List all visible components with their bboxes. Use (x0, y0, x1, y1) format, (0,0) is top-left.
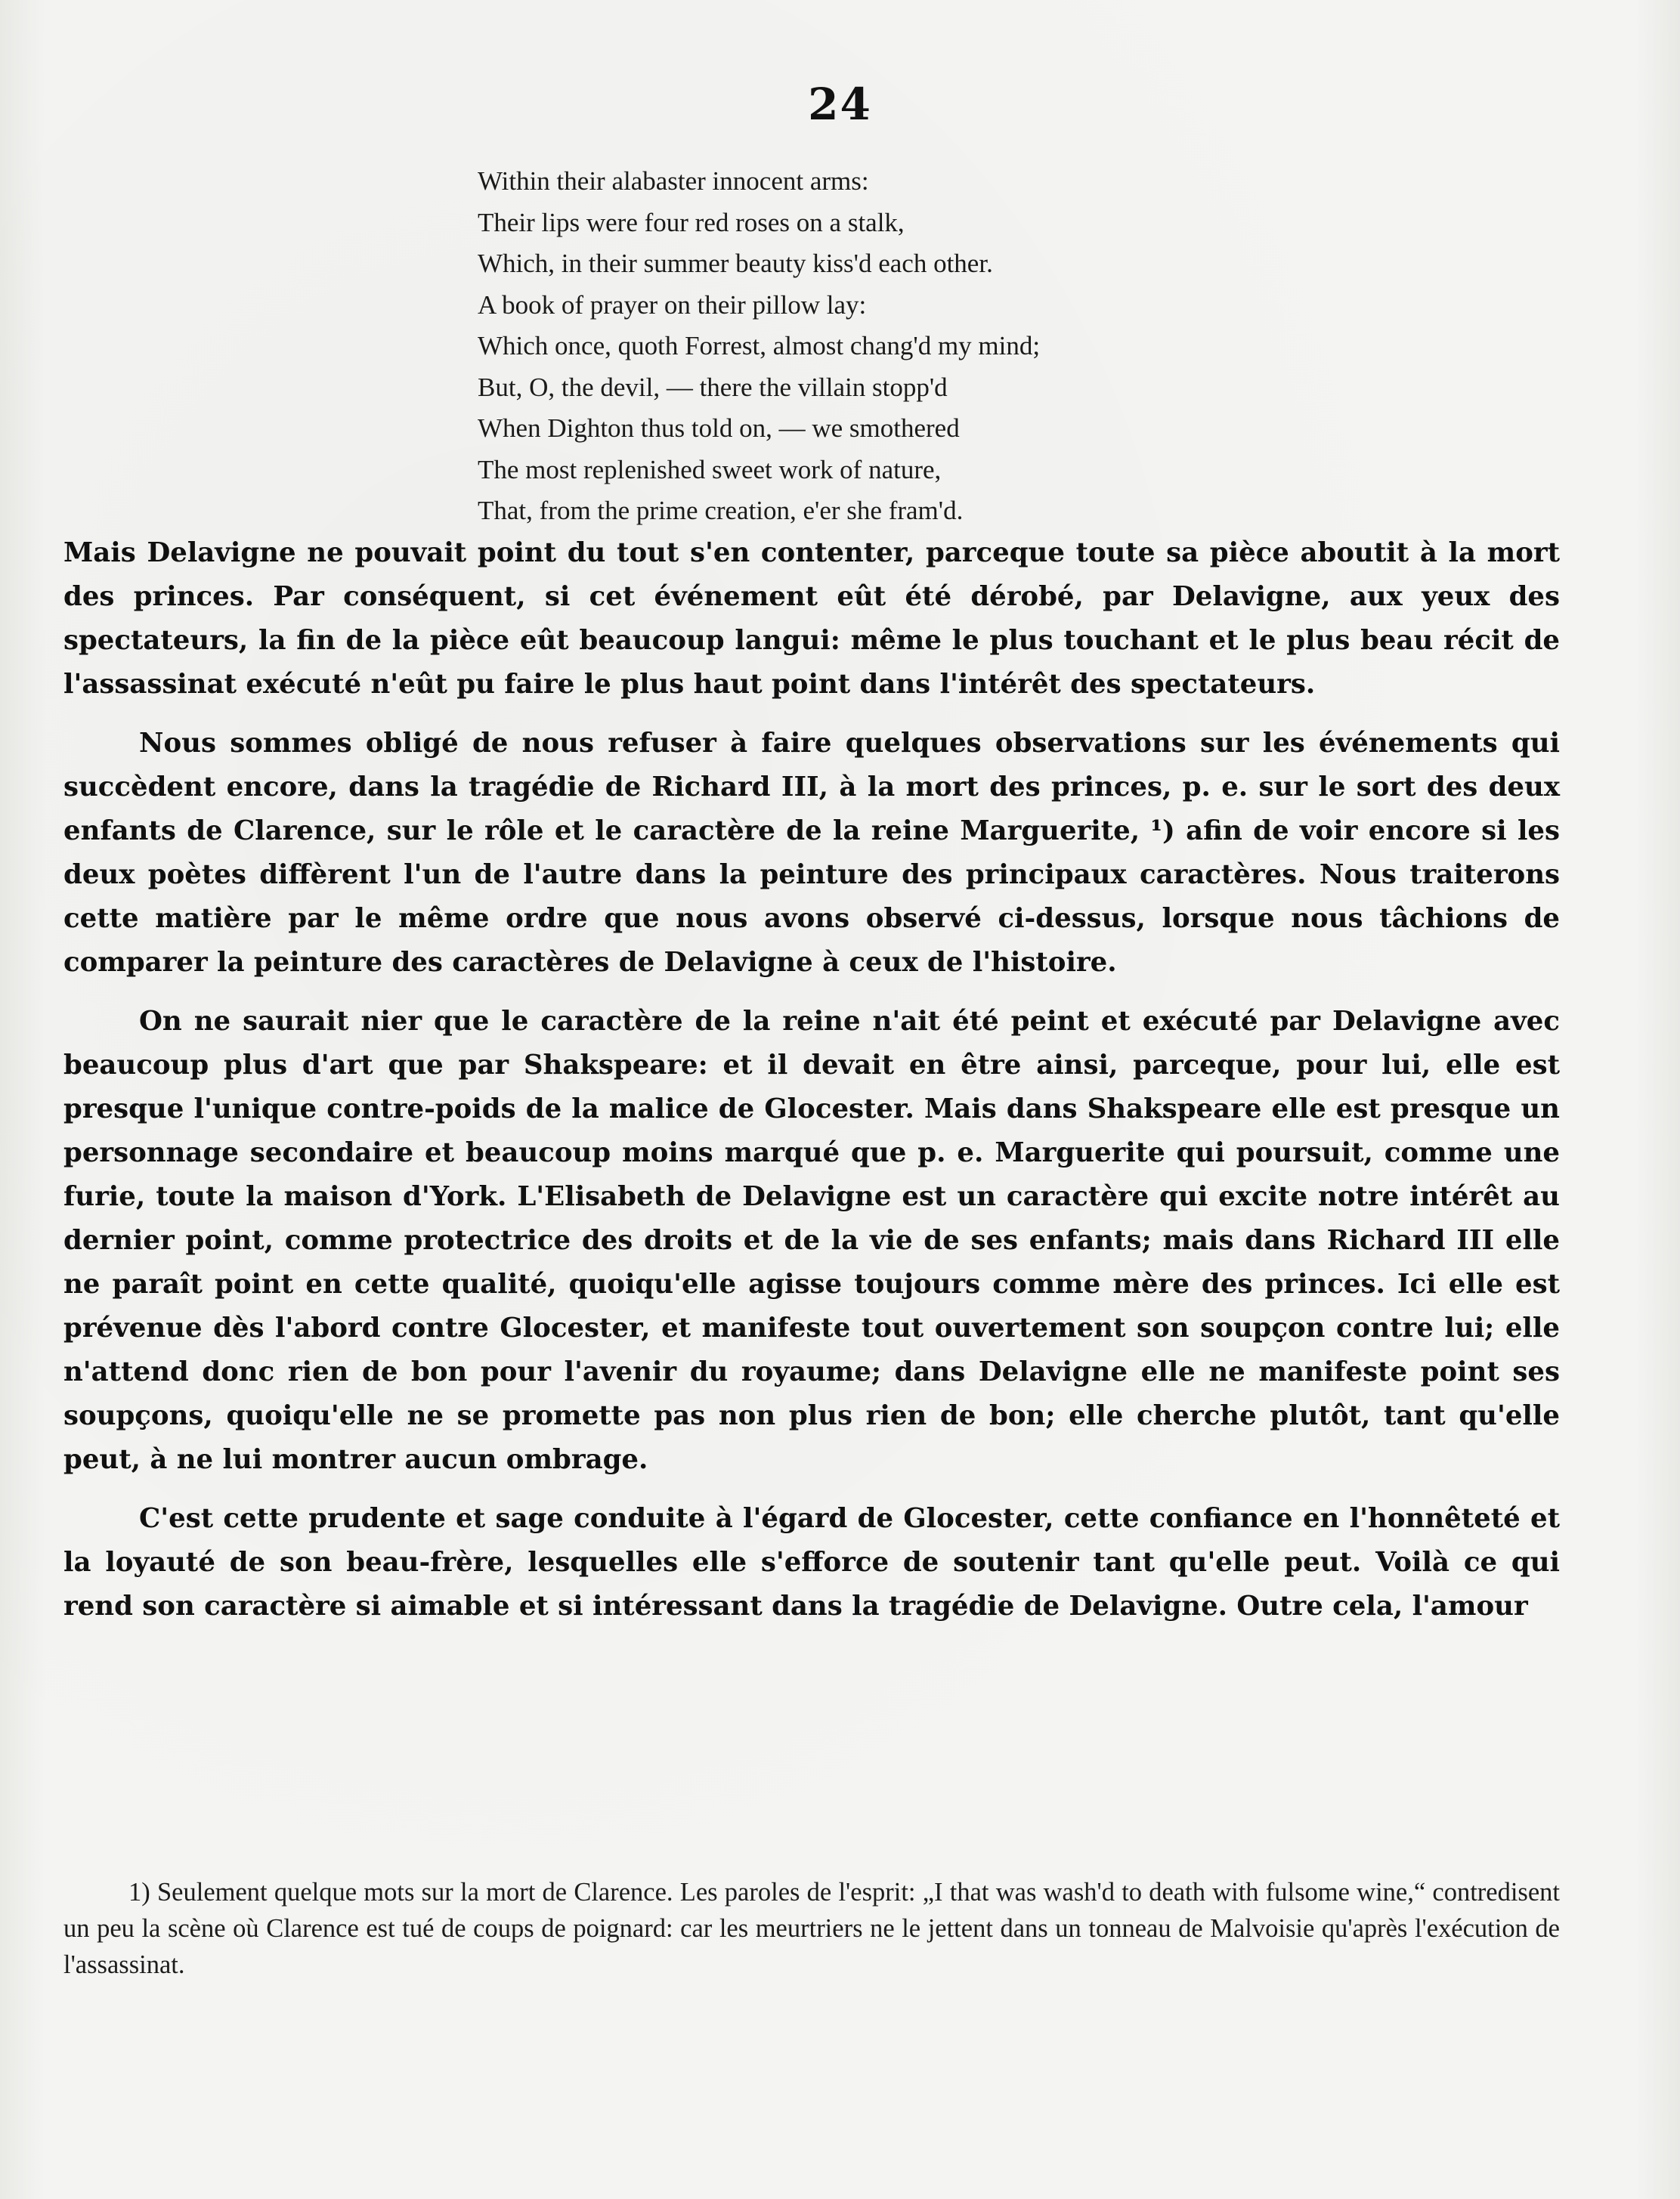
footnote-text: Seulement quelque mots sur la mort de Clarence. Les paroles de l'esprit: „I that was wash'd to death with fulsome wine,“ contredisent un peu la scène où Clarence est tué de coups de poignard: car les meurtriers ne le jettent dans un tonneau de Malvoisie qu'après l'exécution de l'assassinat. (63, 1878, 1560, 1979)
page-number: 24 (808, 79, 872, 130)
paragraph: Nous sommes obligé de nous refuser à faire quelques observations sur les événements qui succèdent encore, dans la tragédie de Richard III, à la mort des princes, p. e. sur le sort des deux enfants de Clarence, sur le rôle et le caractère de la reine Marguerite, ¹) afin de voir encore si les deux poètes diffèrent l'un de l'autre dans la peinture des principaux caractères. Nous traiterons cette matière par le même ordre que nous avons observé ci-dessus, lorsque nous tâchions de comparer la peinture des caractères de Delavigne à ceux de l'histoire. (63, 728, 1560, 978)
paragraph: C'est cette prudente et sage conduite à l'égard de Glocester, cette confiance en l'honnêteté et la loyauté de son beau-frère, lesquelles elle s'efforce de soutenir tant qu'elle peut. Voilà ce qui rend son caractère si aimable et si intéressant dans la tragédie de Delavigne. Outre cela, l'amour (63, 1503, 1560, 1622)
paragraph: On ne saurait nier que le caractère de la reine n'ait été peint et exécuté par Delavigne avec beaucoup plus d'art que par Shakspeare: et il devait en être ainsi, parceque, pour lui, elle est presque l'unique contre-poids de la malice de Glocester. Mais dans Shakspeare elle est presque un personnage secondaire et beaucoup moins marqué que p. e. Marguerite qui poursuit, comme une furie, toute la maison d'York. L'Elisabeth de Delavigne est un caractère qui excite notre intérêt au dernier point, comme protectrice des droits et de la vie de ses enfants; mais dans Richard III elle ne paraît point en cette qualité, quoiqu'elle agisse toujours comme mère des princes. Ici elle est prévenue dès l'abord contre Glocester, et manifeste tout ouvertement son soupçon contre lui; elle n'attend donc rien de bon pour l'avenir du royaume; dans Delavigne elle ne manifeste point ses soupçons, quoiqu'elle ne se promette pas non plus rien de bon; elle cherche plutôt, tant qu'elle peut, à ne lui montrer aucun ombrage. (63, 1006, 1560, 1475)
verse-line: Which once, quoth Forrest, almost chang'd my mind; (478, 331, 1041, 360)
paragraph: Mais Delavigne ne pouvait point du tout s'en contenter, parceque toute sa pièce aboutit à la mort des princes. Par conséquent, si cet événement eût été dérobé, par Delavigne, aux yeux des spectateurs, la fin de la pièce eût beaucoup langui: même le plus touchant et le plus beau récit de l'assassinat exécuté n'eût pu faire le plus haut point dans l'intérêt des spectateurs. (63, 537, 1560, 700)
verse-line: When Dighton thus told on, — we smothered (478, 413, 960, 443)
verse-line: Within their alabaster innocent arms: (478, 166, 869, 196)
verse-quotation (478, 161, 1611, 532)
verse-line: The most replenished sweet work of nature, (478, 454, 942, 484)
body-text (63, 531, 1560, 1628)
verse-line: A book of prayer on their pillow lay: (478, 289, 867, 320)
verse-line: Which, in their summer beauty kiss'd each other. (478, 249, 993, 278)
footnote-marker: 1) (128, 1878, 150, 1907)
verse-line: Their lips were four red roses on a stalk, (478, 207, 905, 237)
verse-line: That, from the prime creation, e'er she fram'd. (478, 496, 964, 525)
footnote (63, 1874, 1560, 1983)
verse-line: But, O, the devil, — there the villain stopp'd (478, 372, 948, 402)
